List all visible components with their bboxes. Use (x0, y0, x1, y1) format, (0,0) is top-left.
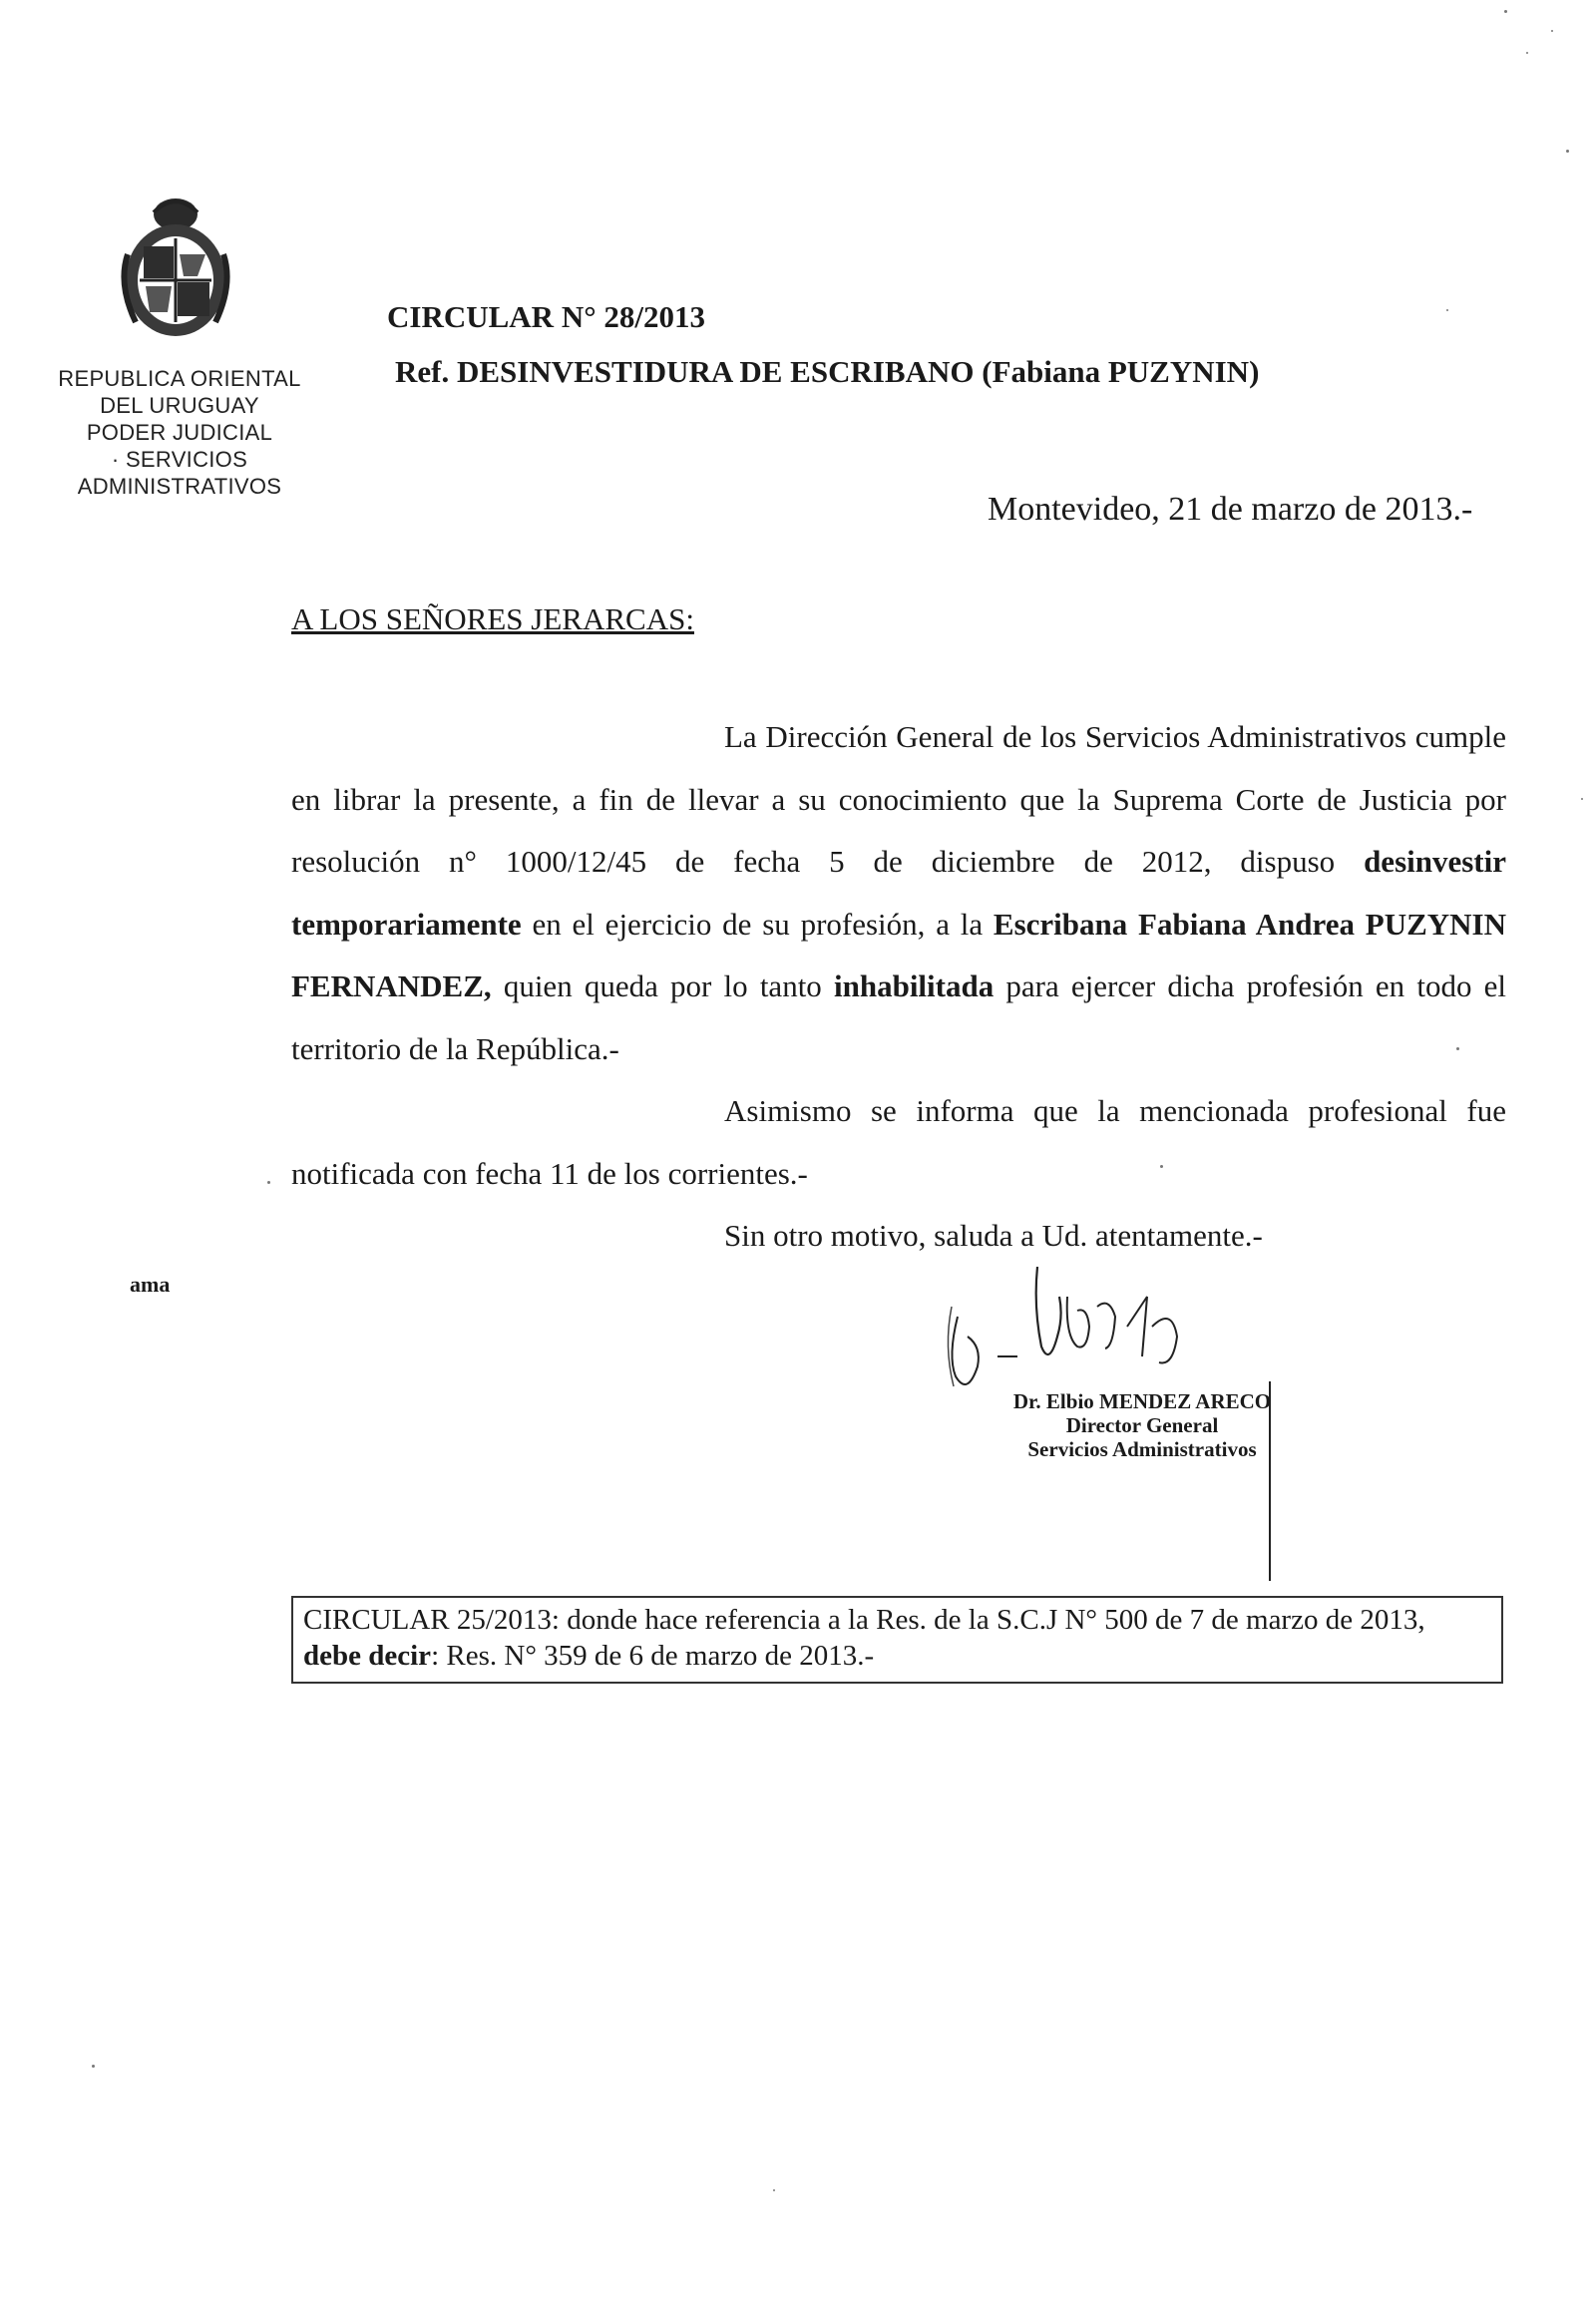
erratum-emphasis: debe decir (303, 1640, 432, 1672)
scan-speckle (1526, 52, 1528, 54)
emphasis-text: inhabilitada (833, 968, 995, 1003)
scan-speckle (267, 1181, 270, 1184)
letterhead-line: REPUBLICA ORIENTAL (58, 366, 301, 391)
circular-number: CIRCULAR N° 28/2013 (387, 299, 705, 334)
erratum-line (303, 1638, 1491, 1674)
scan-speckle (1581, 798, 1583, 800)
emphasis-text: desinvestir temporariamente (291, 844, 1506, 942)
letter-body (291, 706, 1506, 1268)
signatory-name: Dr. Elbio MENDEZ ARECO (1012, 1389, 1272, 1413)
scan-speckle (92, 2065, 95, 2068)
text-span: La Dirección General de los Servicios Administrativos cumple en librar la presente, a fin de llevar a su conocimiento que la Suprema Corte de Justicia por resolución n° 1000/12/45 de fecha 5 de diciembre de 2012, dispuso (291, 719, 1506, 879)
reference-line: Ref. DESINVESTIDURA DE ESCRIBANO (Fabiana PUZYNIN) (395, 354, 1260, 389)
letterhead (40, 365, 319, 500)
letterhead-line: · SERVICIOS (111, 447, 248, 472)
letterhead-line: PODER JUDICIAL (86, 420, 273, 445)
signatory-title: Director General (1065, 1413, 1219, 1437)
paragraph-notification: Asimismo se informa que la mencionada profesional fue notificada con fecha 11 de los corrientes.- (291, 1093, 1506, 1191)
typist-initials: ama (130, 1272, 171, 1297)
signature-block (978, 1389, 1307, 1461)
signatory-office: Servicios Administrativos (1027, 1437, 1257, 1461)
erratum-box (291, 1596, 1503, 1684)
scan-speckle (1551, 30, 1553, 32)
coat-of-arms-icon (118, 194, 233, 340)
salutation: A LOS SEÑORES JERARCAS: (291, 601, 694, 636)
date-line: Montevideo, 21 de marzo de 2013.- (988, 491, 1473, 528)
emphasis-text: Escribana Fabiana Andrea PUZYNIN FERNANDEZ, (291, 906, 1506, 1003)
scan-speckle (1446, 309, 1448, 311)
text-span: en el ejercicio de su profesión, a la (521, 906, 994, 942)
text-span: para ejercer dicha profesión en todo el territorio de la República.- (291, 968, 1507, 1066)
letterhead-line: ADMINISTRATIVOS (77, 474, 282, 499)
text-span: quien queda por lo tanto (491, 968, 834, 1003)
paragraph-main (291, 706, 1506, 1080)
erratum-text: : Res. N° 359 de 6 de marzo de 2013.- (431, 1640, 875, 1672)
erratum-line: CIRCULAR 25/2013: donde hace referencia a la Res. de la S.C.J N° 500 de 7 de marzo de 2013, (303, 1604, 1425, 1636)
letterhead-line: DEL URUGUAY (100, 393, 259, 418)
scan-speckle (773, 2189, 775, 2191)
paragraph-closing: Sin otro motivo, saluda a Ud. atentamente.- (724, 1218, 1263, 1253)
scan-speckle (1504, 10, 1507, 13)
scan-speckle (1566, 150, 1569, 153)
